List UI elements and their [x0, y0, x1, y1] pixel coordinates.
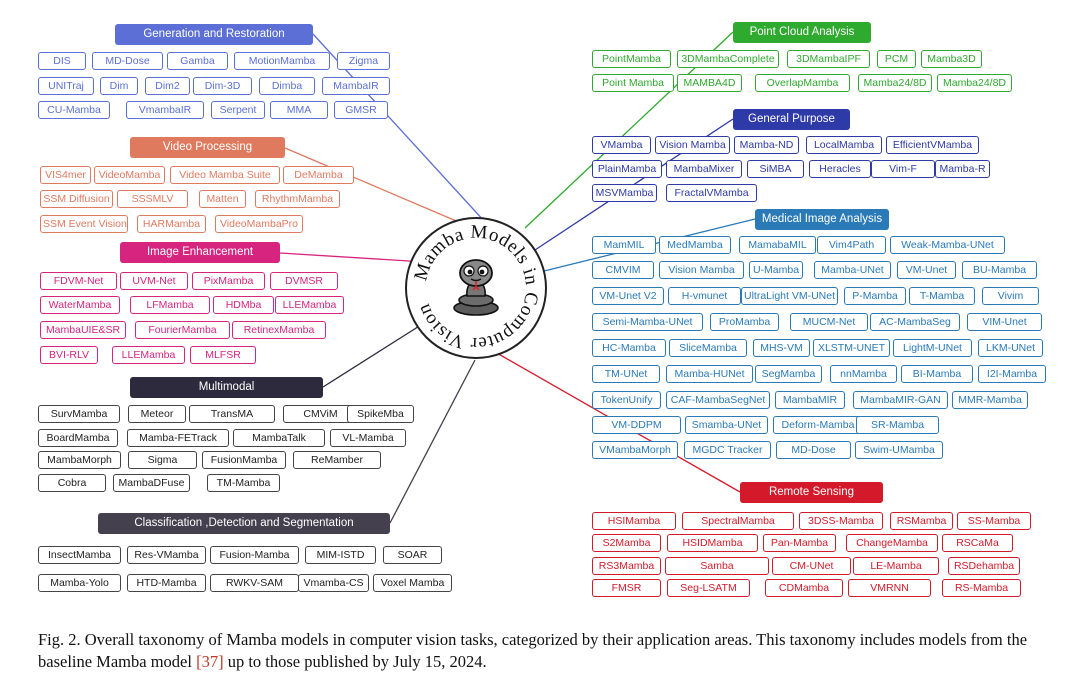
model-tag-video: HARMamba: [137, 215, 206, 233]
model-tag-image: DVMSR: [270, 272, 338, 290]
model-tag-classification: Vmamba-CS: [298, 574, 369, 592]
model-tag-generation: DIS: [38, 52, 86, 70]
caption-prefix: Fig. 2. Overall taxonomy of Mamba models in computer vision tasks, categorized by their application areas. This taxonomy includes models from the baseline Mamba model: [38, 630, 1028, 671]
model-tag-medical: TM-UNet: [592, 365, 660, 383]
model-tag-video: Video Mamba Suite: [170, 166, 280, 184]
model-tag-medical: BI-Mamba: [901, 365, 973, 383]
model-tag-medical: MamMIL: [592, 236, 656, 254]
model-tag-classification: RWKV-SAM: [210, 574, 299, 592]
model-tag-classification: SOAR: [383, 546, 442, 564]
category-header-medical: Medical Image Analysis: [755, 209, 889, 230]
model-tag-medical: XLSTM-UNET: [813, 339, 890, 357]
model-tag-generation: VmambaIR: [126, 101, 204, 119]
model-tag-medical: VM-Unet: [897, 261, 956, 279]
model-tag-generation: Dim: [100, 77, 138, 95]
model-tag-multimodal: Meteor: [128, 405, 186, 423]
model-tag-image: MLFSR: [190, 346, 256, 364]
model-tag-pointcloud: OverlapMamba: [755, 74, 850, 92]
model-tag-generation: Dim2: [145, 77, 190, 95]
model-tag-general: SiMBA: [747, 160, 804, 178]
model-tag-image: UVM-Net: [120, 272, 188, 290]
model-tag-remote: 3DSS-Mamba: [799, 512, 883, 530]
model-tag-multimodal: ReMamber: [293, 451, 381, 469]
model-tag-image: RetinexMamba: [232, 321, 326, 339]
model-tag-medical: Vision Mamba: [659, 261, 744, 279]
model-tag-remote: SpectralMamba: [682, 512, 794, 530]
model-tag-classification: Mamba-Yolo: [38, 574, 121, 592]
category-header-pointcloud: Point Cloud Analysis: [733, 22, 871, 43]
model-tag-image: WaterMamba: [40, 296, 120, 314]
model-tag-remote: RSDehamba: [948, 557, 1020, 575]
model-tag-general: Mamba-ND: [734, 136, 799, 154]
category-header-remote: Remote Sensing: [740, 482, 883, 503]
model-tag-video: SSSMLV: [117, 190, 188, 208]
model-tag-general: VMamba: [592, 136, 651, 154]
model-tag-generation: Dimba: [259, 77, 315, 95]
model-tag-medical: VMambaMorph: [592, 441, 678, 459]
model-tag-medical: BU-Mamba: [962, 261, 1037, 279]
model-tag-remote: RS-Mamba: [942, 579, 1021, 597]
model-tag-remote: RSMamba: [890, 512, 953, 530]
caption-citation-link[interactable]: [37]: [196, 652, 224, 671]
model-tag-medical: Weak-Mamba-UNet: [890, 236, 1005, 254]
model-tag-generation: MD-Dose: [92, 52, 163, 70]
model-tag-remote: LE-Mamba: [853, 557, 939, 575]
model-tag-medical: LKM-UNet: [978, 339, 1043, 357]
model-tag-general: Vision Mamba: [655, 136, 730, 154]
model-tag-image: LLEMamba: [275, 296, 344, 314]
model-tag-generation: Serpent: [211, 101, 265, 119]
model-tag-medical: Mamba-HUNet: [666, 365, 753, 383]
model-tag-multimodal: VL-Mamba: [330, 429, 406, 447]
model-tag-generation: MotionMamba: [234, 52, 330, 70]
category-header-image: Image Enhancement: [120, 242, 280, 263]
model-tag-classification: Voxel Mamba: [373, 574, 452, 592]
model-tag-image: PixMamba: [192, 272, 265, 290]
model-tag-multimodal: TM-Mamba: [207, 474, 280, 492]
model-tag-classification: HTD-Mamba: [127, 574, 206, 592]
model-tag-multimodal: BoardMamba: [38, 429, 118, 447]
model-tag-multimodal: SpikeMba: [347, 405, 414, 423]
model-tag-video: VideoMambaPro: [215, 215, 303, 233]
model-tag-medical: UltraLight VM-UNet: [741, 287, 838, 305]
model-tag-multimodal: TransMA: [189, 405, 275, 423]
model-tag-medical: Smamba-UNet: [685, 416, 768, 434]
model-tag-remote: VMRNN: [848, 579, 931, 597]
model-tag-remote: RSCaMa: [942, 534, 1013, 552]
model-tag-general: Vim-F: [871, 160, 935, 178]
model-tag-medical: CAF-MambaSegNet: [666, 391, 770, 409]
model-tag-medical: VIM-Unet: [967, 313, 1042, 331]
model-tag-multimodal: SurvMamba: [38, 405, 120, 423]
model-tag-video: RhythmMamba: [255, 190, 340, 208]
model-tag-multimodal: Sigma: [128, 451, 197, 469]
model-tag-generation: MMA: [270, 101, 328, 119]
model-tag-image: BVI-RLV: [40, 346, 98, 364]
model-tag-remote: Samba: [665, 557, 769, 575]
model-tag-general: EfficientVMamba: [886, 136, 979, 154]
model-tag-multimodal: Mamba-FETrack: [127, 429, 229, 447]
model-tag-classification: Res-VMamba: [127, 546, 206, 564]
model-tag-medical: VM-Unet V2: [592, 287, 664, 305]
model-tag-pointcloud: 3DMambaComplete: [677, 50, 779, 68]
model-tag-image: FDVM-Net: [40, 272, 117, 290]
model-tag-medical: SR-Mamba: [856, 416, 939, 434]
model-tag-medical: H-vmunet: [668, 287, 741, 305]
model-tag-medical: MambaMIR: [775, 391, 845, 409]
model-tag-general: MSVMamba: [592, 184, 657, 202]
model-tag-video: Matten: [199, 190, 246, 208]
figure-caption: [38, 629, 1048, 673]
model-tag-image: HDMba: [213, 296, 274, 314]
model-tag-medical: HC-Mamba: [592, 339, 666, 357]
model-tag-general: Mamba-R: [935, 160, 990, 178]
model-tag-medical: MedMamba: [659, 236, 731, 254]
model-tag-medical: MUCM-Net: [790, 313, 868, 331]
model-tag-generation: GMSR: [334, 101, 388, 119]
model-tag-medical: SegMamba: [755, 365, 822, 383]
category-header-video: Video Processing: [130, 137, 285, 158]
model-tag-multimodal: Cobra: [38, 474, 106, 492]
model-tag-general: MambaMixer: [666, 160, 742, 178]
model-tag-medical: MambaMIR-GAN: [853, 391, 948, 409]
model-tag-image: MambaUIE&SR: [40, 321, 126, 339]
model-tag-medical: LightM-UNet: [893, 339, 972, 357]
model-tag-generation: UNITraj: [38, 77, 94, 95]
model-tag-medical: Deform-Mamba: [773, 416, 863, 434]
model-tag-generation: Gamba: [167, 52, 228, 70]
model-tag-pointcloud: PCM: [877, 50, 916, 68]
model-tag-medical: Swim-UMamba: [855, 441, 943, 459]
model-tag-pointcloud: Point Mamba: [592, 74, 674, 92]
model-tag-general: FractalVMamba: [666, 184, 757, 202]
model-tag-medical: AC-MambaSeg: [870, 313, 960, 331]
connector-video: [285, 148, 468, 226]
model-tag-general: Heracles: [809, 160, 871, 178]
model-tag-remote: CDMamba: [765, 579, 843, 597]
model-tag-remote: HSIDMamba: [667, 534, 758, 552]
model-tag-video: SSM Event Vision: [40, 215, 128, 233]
model-tag-image: FourierMamba: [135, 321, 230, 339]
model-tag-generation: Zigma: [337, 52, 390, 70]
model-tag-remote: CM-UNet: [772, 557, 851, 575]
model-tag-classification: InsectMamba: [38, 546, 121, 564]
model-tag-medical: Vim4Path: [817, 236, 886, 254]
model-tag-medical: VM-DDPM: [592, 416, 681, 434]
model-tag-multimodal: MambaTalk: [233, 429, 325, 447]
category-header-multimodal: Multimodal: [130, 377, 323, 398]
model-tag-medical: MMR-Mamba: [952, 391, 1028, 409]
model-tag-generation: Dim-3D: [193, 77, 252, 95]
category-header-classification: Classification ,Detection and Segmentation: [98, 513, 390, 534]
model-tag-general: LocalMamba: [806, 136, 882, 154]
model-tag-pointcloud: Mamba3D: [921, 50, 982, 68]
model-tag-classification: MIM-ISTD: [305, 546, 376, 564]
model-tag-remote: SS-Mamba: [957, 512, 1031, 530]
model-tag-image: LLEMamba: [112, 346, 185, 364]
model-tag-medical: Mamba-UNet: [814, 261, 891, 279]
model-tag-general: PlainMamba: [592, 160, 662, 178]
model-tag-pointcloud: Mamba24/8D: [858, 74, 932, 92]
snake-mascot-icon: [448, 256, 504, 316]
model-tag-medical: Vivim: [982, 287, 1039, 305]
model-tag-medical: MHS-VM: [753, 339, 810, 357]
model-tag-pointcloud: 3DMambaIPF: [787, 50, 870, 68]
model-tag-medical: MamabaMIL: [739, 236, 816, 254]
model-tag-video: SSM Diffusion: [40, 190, 113, 208]
center-title: Mamba Models in Computer Vision: [410, 221, 543, 355]
category-header-general: General Purpose: [733, 109, 850, 130]
connector-image: [280, 253, 425, 262]
model-tag-medical: Semi-Mamba-UNet: [592, 313, 703, 331]
model-tag-medical: TokenUnify: [592, 391, 661, 409]
model-tag-medical: I2I-Mamba: [978, 365, 1046, 383]
model-tag-medical: T-Mamba: [909, 287, 975, 305]
model-tag-pointcloud: MAMBA4D: [677, 74, 742, 92]
model-tag-medical: ProMamba: [710, 313, 779, 331]
model-tag-multimodal: MambaDFuse: [113, 474, 190, 492]
model-tag-video: VIS4mer: [40, 166, 91, 184]
model-tag-video: DeMamba: [283, 166, 354, 184]
model-tag-medical: P-Mamba: [844, 287, 906, 305]
model-tag-medical: nnMamba: [830, 365, 897, 383]
model-tag-medical: SliceMamba: [669, 339, 747, 357]
model-tag-multimodal: FusionMamba: [202, 451, 286, 469]
model-tag-multimodal: MambaMorph: [38, 451, 121, 469]
model-tag-generation: MambaIR: [322, 77, 390, 95]
model-tag-pointcloud: Mamba24/8D: [937, 74, 1012, 92]
model-tag-remote: ChangeMamba: [846, 534, 938, 552]
model-tag-pointcloud: PointMamba: [592, 50, 671, 68]
model-tag-image: LFMamba: [130, 296, 210, 314]
model-tag-remote: RS3Mamba: [592, 557, 661, 575]
category-header-generation: Generation and Restoration: [115, 24, 313, 45]
model-tag-medical: CMVIM: [592, 261, 654, 279]
model-tag-generation: CU-Mamba: [38, 101, 110, 119]
model-tag-remote: Seg-LSATM: [667, 579, 750, 597]
model-tag-classification: Fusion-Mamba: [210, 546, 299, 564]
model-tag-multimodal: CMViM: [283, 405, 358, 423]
model-tag-medical: MGDC Tracker: [684, 441, 771, 459]
model-tag-remote: S2Mamba: [592, 534, 661, 552]
model-tag-video: VideoMamba: [94, 166, 165, 184]
model-tag-remote: FMSR: [592, 579, 661, 597]
caption-suffix: up to those published by July 15, 2024.: [223, 652, 487, 671]
model-tag-remote: HSIMamba: [592, 512, 676, 530]
model-tag-medical: U-Mamba: [749, 261, 803, 279]
model-tag-medical: MD-Dose: [776, 441, 851, 459]
model-tag-remote: Pan-Mamba: [763, 534, 836, 552]
